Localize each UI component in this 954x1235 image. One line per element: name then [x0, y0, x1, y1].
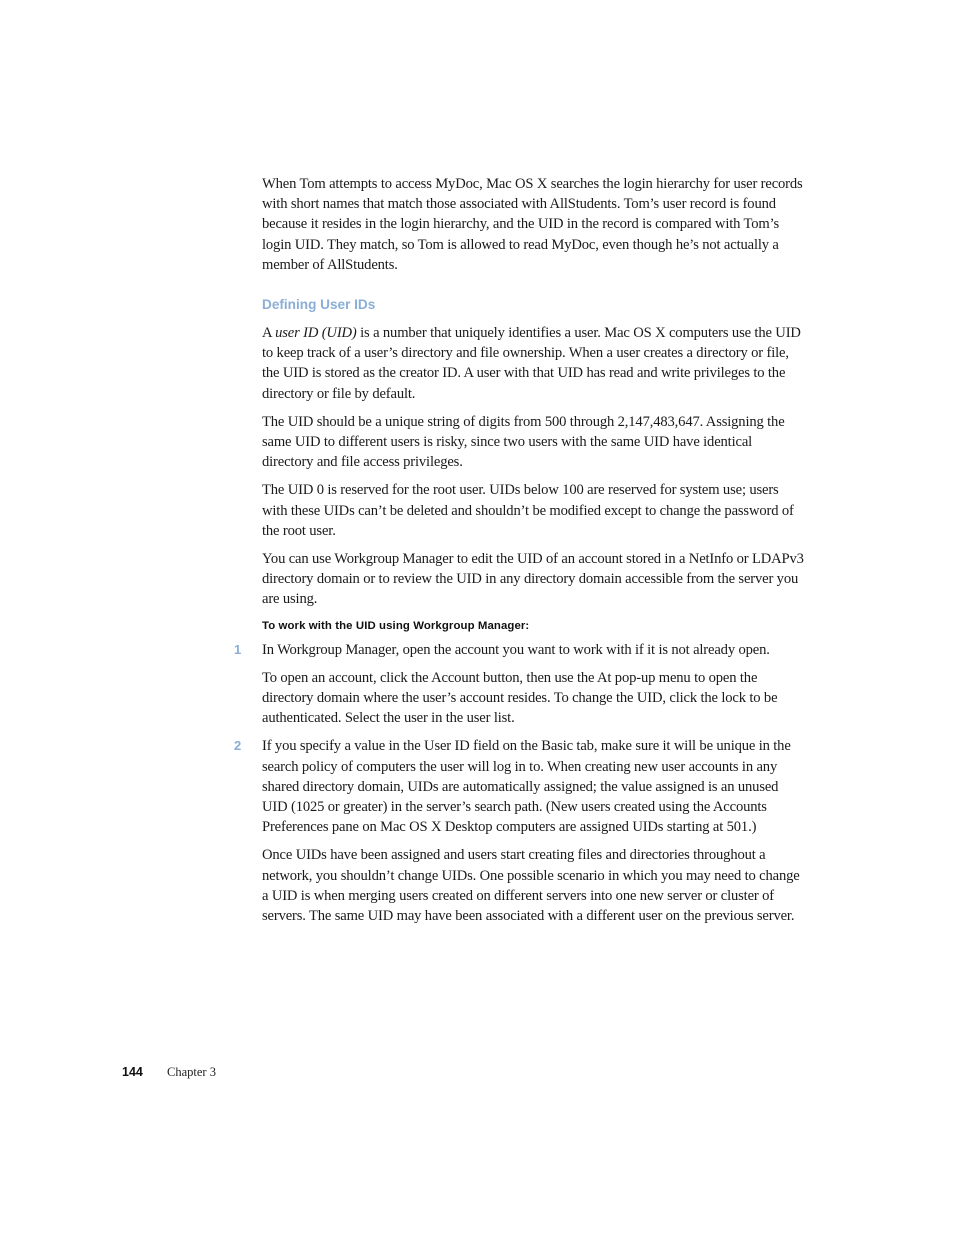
step-1 — [234, 640, 804, 729]
uid-range-paragraph: The UID should be a unique string of digits from 500 through 2,147,483,647. Assigning the same UID to different users is risky, since two users with the same UID have identical directory and file access privileges. — [262, 413, 785, 471]
page-body — [234, 174, 804, 934]
task-heading: To work with the UID using Workgroup Manager: — [262, 619, 530, 632]
step-text: In Workgroup Manager, open the account you want to work with if it is not already open. — [262, 641, 770, 658]
workgroup-manager-paragraph: You can use Workgroup Manager to edit the UID of an account stored in a NetInfo or LDAPv3 directory domain or to review the UID in any directory domain accessible from the server you are using. — [262, 551, 804, 608]
step-detail: Once UIDs have been assigned and users start creating files and directories throughout a network, you shouldn’t change UIDs. One possible scenario in which you may need to change a UID is when merging users created on different servers into one new server or cluster of servers. The same UID may have been associated with a different user on the previous server. — [262, 847, 800, 925]
section-heading: Defining User IDs — [262, 297, 376, 313]
definition-rest: is a number that uniquely identifies a user. Mac OS X computers use the UID to keep track of a user’s directory and file ownership. When a user creates a directory or file, the UID is stored as the creator ID. A user with that UID has read and write privileges to the directory or file by default. — [262, 325, 801, 402]
uid-definition-paragraph — [262, 323, 804, 404]
page-number: 144 — [122, 1065, 143, 1079]
defined-term: user ID (UID) — [275, 325, 357, 342]
step-text: If you specify a value in the User ID field on the Basic tab, make sure it will be unique in the search policy of computers the user will log in to. When creating new user accounts in any shared directory domain, UIDs are automatically assigned; the value assigned is an unused UID (1025 or greater) in the server’s search path. (New users created using the Accounts Preferences pane on Mac OS X Desktop computers are assigned UIDs starting at 501.) — [262, 738, 791, 836]
intro-paragraph: When Tom attempts to access MyDoc, Mac OS X searches the login hierarchy for user records with short names that match those associated with AllStudents. Tom’s user record is found because it resides in the login hierarchy, and the UID in the record is compared with Tom’s login UID. They match, so Tom is allowed to read MyDoc, even though he’s not actually a member of AllStudents. — [262, 176, 803, 273]
uid-reserved-paragraph: The UID 0 is reserved for the root user. UIDs below 100 are reserved for system use; users with these UIDs can’t be deleted and shouldn’t be modified except to change the password of the root user. — [262, 482, 794, 539]
step-2 — [234, 736, 804, 926]
step-number: 1 — [234, 641, 242, 657]
chapter-label: Chapter 3 — [167, 1065, 216, 1079]
step-detail: To open an account, click the Account button, then use the At pop-up menu to open the directory domain where the user’s account resides. To change the UID, click the lock to be authenticated. Select the user in the user list. — [262, 669, 778, 727]
page-footer — [122, 1063, 216, 1081]
step-number: 2 — [234, 738, 242, 754]
definition-lead: A — [262, 325, 276, 342]
